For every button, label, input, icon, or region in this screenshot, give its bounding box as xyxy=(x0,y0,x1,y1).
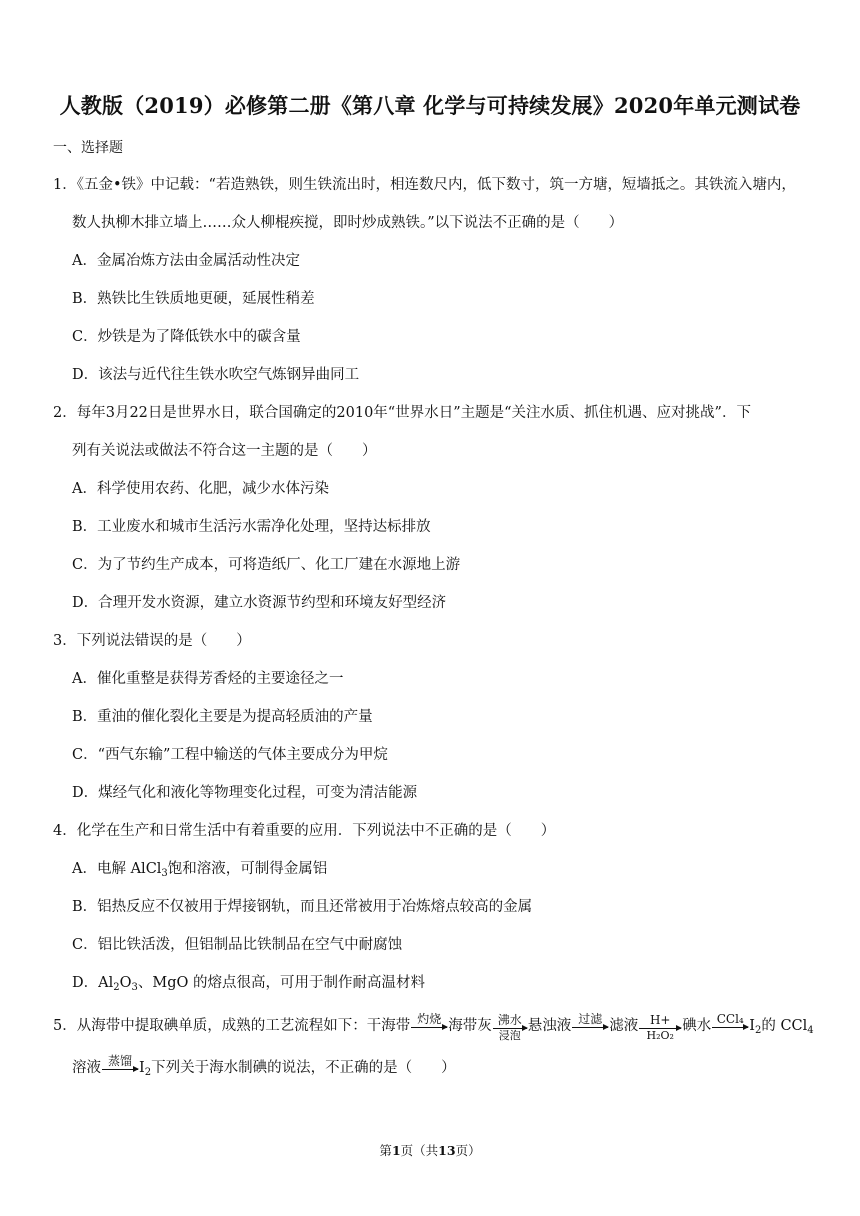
page-title: 人教版（2019）必修第二册《第八章 化学与可持续发展》2020年单元测试卷 xyxy=(59,93,801,118)
arrow-icon xyxy=(572,1027,608,1028)
subscript: 2 xyxy=(754,1025,762,1036)
arrow-label: 过滤 xyxy=(578,1012,603,1026)
section-heading: 一、选择题 xyxy=(53,140,123,156)
question-4-option-b[interactable]: B．铝热反应不仅被用于焊接钢轨，而且还常被用于冶炼熔点较高的金属 xyxy=(72,899,533,915)
footer-text: 第 xyxy=(379,1143,392,1158)
question-1-line-1: 1．《五金•铁》中记载：“若造熟铁，则生铁流出时，相连数尺内，低下数寸，筑一方塘，短墙抵之。其铁流入塘内， xyxy=(53,177,796,193)
subscript: 4 xyxy=(807,1025,814,1036)
process-step: 海带灰 xyxy=(448,1018,492,1034)
process-arrow-oxidize xyxy=(639,1014,681,1042)
process-arrow-distill xyxy=(102,1055,138,1071)
total-pages: 13 xyxy=(438,1143,456,1158)
process-arrow-filter xyxy=(572,1013,608,1029)
arrow-label: 灼烧 xyxy=(417,1012,442,1026)
arrow-label: 浸泡 xyxy=(498,1029,521,1042)
question-3-option-c[interactable]: C．“西气东输”工程中输送的气体主要成分为甲烷 xyxy=(72,747,388,763)
question-3-line-1: 3．下列说法错误的是（ ） xyxy=(53,633,251,649)
question-1-option-d[interactable]: D．该法与近代往生铁水吹空气炼钢异曲同工 xyxy=(72,367,360,383)
arrow-icon xyxy=(102,1069,138,1070)
option-text: 、MgO 的熔点很高，可用于制作耐高温材料 xyxy=(137,975,425,991)
arrow-label: H+ xyxy=(649,1013,671,1027)
process-step: I xyxy=(749,1018,755,1034)
question-1-option-a[interactable]: A．金属冶炼方法由金属活动性决定 xyxy=(72,253,300,269)
page-footer xyxy=(0,1141,860,1159)
subscript: 3 xyxy=(131,982,138,993)
question-2-line-1: 2．每年3月22日是世界水日，联合国确定的2010年“世界水日”主题是“关注水质、抓住机遇、应对挑战”．下 xyxy=(53,405,751,421)
footer-text: 页（共 xyxy=(400,1143,439,1158)
question-3-option-a[interactable]: A．催化重整是获得芳香烃的主要途径之一 xyxy=(72,671,344,687)
arrow-label: CCl₄ xyxy=(716,1012,744,1026)
question-3-option-d[interactable]: D．煤经气化和液化等物理变化过程，可变为清洁能源 xyxy=(72,785,418,801)
subscript: 2 xyxy=(144,1067,152,1078)
process-step: 碘水 xyxy=(682,1018,712,1034)
question-1-line-2: 数人执柳木排立墙上……众人柳棍疾搅，即时炒成熟铁。”以下说法不正确的是（ ） xyxy=(72,215,624,231)
arrow-label: 蒸馏 xyxy=(107,1054,132,1068)
arrow-icon xyxy=(712,1027,748,1028)
option-text: A．电解 AlCl xyxy=(72,861,162,877)
question-2-line-2: 列有关说法或做法不符合这一主题的是（ ） xyxy=(72,443,377,459)
question-2-option-b[interactable]: B．工业废水和城市生活污水需净化处理，坚持达标排放 xyxy=(72,519,431,535)
question-4-option-d[interactable] xyxy=(72,973,425,993)
process-arrow-extract xyxy=(712,1013,748,1029)
process-step: I xyxy=(139,1060,145,1076)
arrow-label: 沸水 xyxy=(497,1013,522,1027)
question-1-option-b[interactable]: B．熟铁比生铁质地更硬，延展性稍差 xyxy=(72,291,315,307)
arrow-icon xyxy=(411,1027,447,1028)
option-text: 饱和溶液，可制得金属铝 xyxy=(167,861,328,877)
footer-text: 页） xyxy=(455,1143,481,1158)
subscript: 2 xyxy=(113,982,120,993)
question-4-option-a[interactable] xyxy=(72,859,327,879)
question-2-option-a[interactable]: A．科学使用农药、化肥，减少水体污染 xyxy=(72,481,329,497)
question-3-option-b[interactable]: B．重油的催化裂化主要是为提高轻质油的产量 xyxy=(72,709,373,725)
question-2-option-c[interactable]: C．为了节约生产成本，可将造纸厂、化工厂建在水源地上游 xyxy=(72,557,461,573)
arrow-icon xyxy=(493,1028,527,1029)
arrow-label: H₂O₂ xyxy=(646,1029,674,1042)
process-arrow-soak xyxy=(493,1014,527,1042)
option-text: D．Al xyxy=(72,975,114,991)
question-text: 5．从海带中提取碘单质，成熟的工艺流程如下：干海带 xyxy=(53,1018,411,1034)
option-text: O xyxy=(119,975,132,991)
arrow-icon xyxy=(639,1028,681,1029)
process-step: 的 CCl xyxy=(761,1018,808,1034)
question-1-option-c[interactable]: C．炒铁是为了降低铁水中的碳含量 xyxy=(72,329,301,345)
process-step: 溶液 xyxy=(72,1060,101,1076)
question-text: 下列关于海水制碘的说法，不正确的是（ ） xyxy=(151,1060,456,1076)
question-5-line-2 xyxy=(72,1054,456,1078)
process-step: 悬浊液 xyxy=(527,1018,572,1034)
question-4-line-1: 4．化学在生产和日常生活中有着重要的应用．下列说法中不正确的是（ ） xyxy=(53,823,556,839)
question-5-line-1 xyxy=(53,1012,814,1040)
question-4-option-c[interactable]: C．铝比铁活泼，但铝制品比铁制品在空气中耐腐蚀 xyxy=(72,937,403,953)
page-number: 1 xyxy=(391,1143,401,1158)
process-arrow-calcine xyxy=(411,1013,447,1029)
question-2-option-d[interactable]: D．合理开发水资源，建立水资源节约型和环境友好型经济 xyxy=(72,595,447,611)
subscript: 3 xyxy=(161,868,168,879)
process-step: 滤液 xyxy=(609,1018,639,1034)
